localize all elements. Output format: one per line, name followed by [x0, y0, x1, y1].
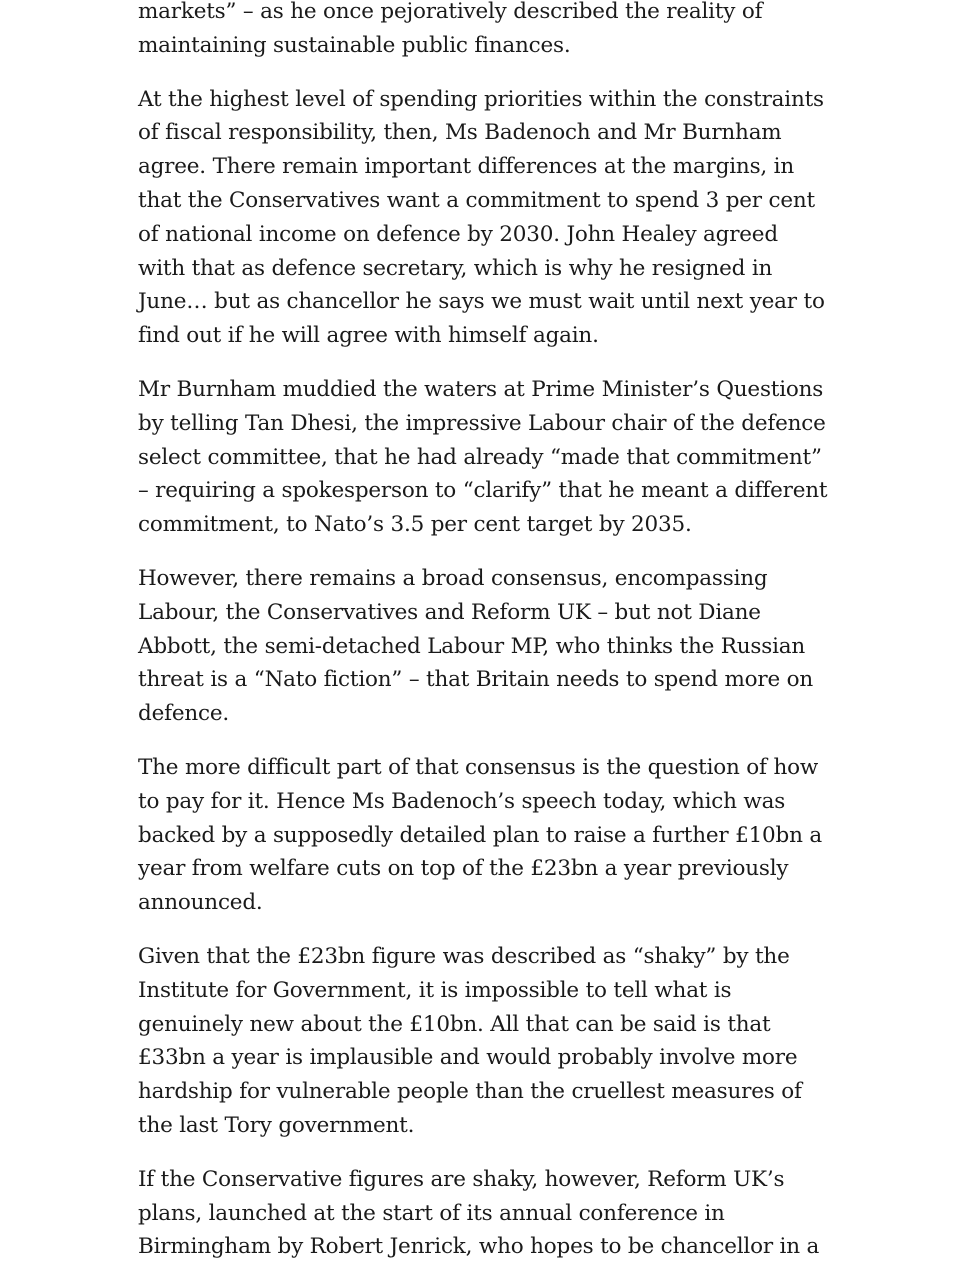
- article-paragraph-5: The more difficult part of that consensus is the question of how to pay for it. Hence Ms Badenoch’s speech today, which was backed by a supposedly detailed plan to raise a further £10bn a year from welfare cuts on top of the £23bn a year previously announced.: [138, 754, 822, 916]
- article-paragraph-3: Mr Burnham muddied the waters at Prime Minister’s Questions by telling Tan Dhesi, the impressive Labour chair of the defence select committee, that he had already “made that commitment” – requiring a spokesperson to “clarify” that he meant a different commitment, to Nato’s 3.5 per cent target by 2035.: [138, 376, 828, 538]
- article-paragraph-2: At the highest level of spending priorities within the constraints of fiscal responsibility, then, Ms Badenoch and Mr Burnham agree. There remain important differences at the margins, in that the Conservatives want a commitment to spend 3 per cent of national income on defence by 2030. John Healey agreed with that as defence secretary, which is why he resigned in June… but as chancellor he says we must wait until next year to find out if he will agree with himself again.: [138, 86, 825, 349]
- article-paragraph-4: However, there remains a broad consensus, encompassing Labour, the Conservatives and Reform UK – but not Diane Abbott, the semi-detached Labour MP, who thinks the Russian threat is a “Nato fiction” – that Britain needs to spend more on defence.: [138, 565, 814, 727]
- article-paragraph-1: markets” – as he once pejoratively described the reality of maintaining sustainable public finances.: [138, 0, 763, 58]
- article-paragraph-6: Given that the £23bn figure was described as “shaky” by the Institute for Government, it is impossible to tell what is genuinely new about the £10bn. All that can be said is that £33bn a year is implausible and would probably involve more hardship for vulnerable people than the cruellest measures of the last Tory government.: [138, 943, 802, 1138]
- article-body: [138, 0, 828, 1284]
- article-paragraph-7: If the Conservative figures are shaky, however, Reform UK’s plans, launched at the start of its annual conference in Birmingham by Robert Jenrick, who hopes to be chancellor in a: [138, 1166, 820, 1260]
